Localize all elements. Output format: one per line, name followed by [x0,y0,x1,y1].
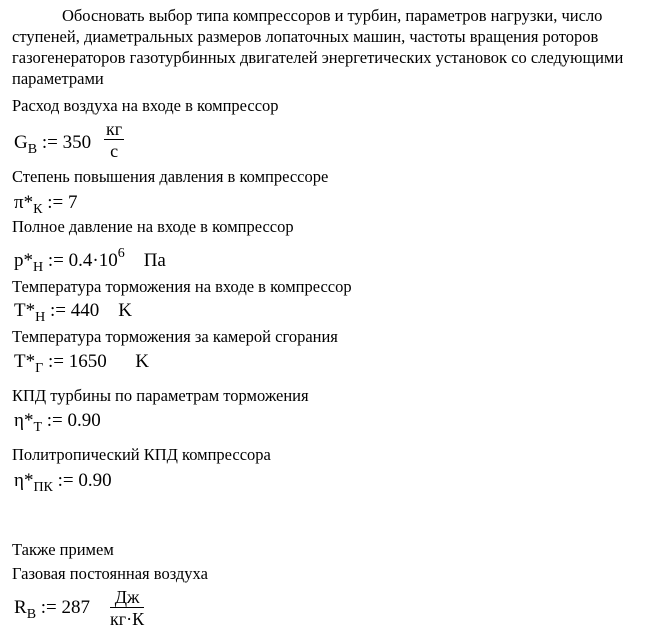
intro-line: параметрами [12,69,104,88]
intro-line: Обосновать выбор типа компрессоров и турбин, параметров нагрузки, число [62,6,603,25]
eq-inlet-temp[interactable]: $T*_Н$ := 440 K [14,300,132,325]
eq-air-flow[interactable]: $G_В$ := 350 [14,132,92,157]
eq-gas-constant[interactable]: $R_В$ := 287 [14,597,91,622]
label-turbine-eff: КПД турбины по параметрам торможения [12,386,309,405]
label-also: Также примем [12,540,114,559]
unit-gas-constant: Дж кг·К [110,587,145,629]
eq-turbine-eff[interactable]: $\eta*_Т$ := 0.90 [14,410,101,435]
label-inlet-pressure: Полное давление на входе в компрессор [12,217,294,236]
label-compressor-eff: Политропический КПД компрессора [12,445,271,464]
label-inlet-temp: Температура торможения на входе в компрессор [12,277,352,296]
eq-compressor-eff[interactable]: $\eta*_{ПК}$ := 0.90 [14,470,112,495]
eq-combustor-temp[interactable]: $T*_Г$ := 1650 K [14,351,149,376]
unit-air-flow: кг с [106,119,123,161]
label-gas-constant: Газовая постоянная воздуха [12,564,208,583]
label-pressure-ratio: Степень повышения давления в компрессоре [12,167,329,186]
intro-line: газогенераторов газотурбинных двигателей энергетических установок со следующими [12,48,624,67]
label-air-flow: Расход воздуха на входе в компрессор [12,96,279,115]
eq-inlet-pressure[interactable]: $p*_Н$ := $0.4\cdot 10^6$ Па [14,246,166,275]
eq-pressure-ratio[interactable]: $\pi*_К$ := 7 [14,192,78,217]
intro-line: ступеней, диаметральных размеров лопаточных машин, частоты вращения роторов [12,27,599,46]
label-combustor-temp: Температура торможения за камерой сгорания [12,327,338,346]
